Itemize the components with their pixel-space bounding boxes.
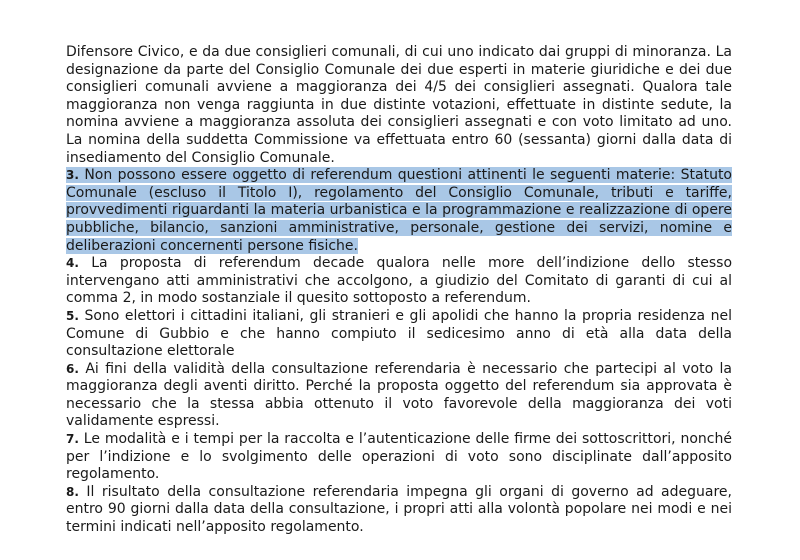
paragraph-text: Il risultato della consultazione referendaria impegna gli organi di governo ad adeguare, entro 90 giorni dalla data della consultazione, i propri atti alla volontà popolare nei modi e nei termini indicati nell’apposito regolamento. (66, 483, 732, 536)
paragraph-text: Ai fini della validità della consultazione referendaria è necessario che partecipi al voto la maggioranza degli aventi diritto. Perché la proposta oggetto del referendum sia approvata è necessario che la stessa abbia ottenuto il voto favorevole della maggioranza dei voti validamente espressi. (66, 360, 733, 430)
paragraph-text-selected[interactable]: Non possono essere oggetto di referendum questioni attinenti le seguenti materie: Statuto Comunale (escluso il Titolo I), regolamento del Consiglio Comunale, tributi e tariffe, provvedimenti riguardanti la materia urbanistica e la programmazione e realizzazione di opere pubbliche, bilancio, sanzioni amministrative, personale, gestione dei servizi, nomine e deliberazioni concernenti persone fisiche. (66, 167, 732, 254)
paragraph-text: Difensore Civico, e da due consiglieri comunali, di cui uno indicato dai gruppi di minoranza. La designazione da parte del Consiglio Comunale dei due esperti in materie giuridiche e dei due consiglieri comunali avviene a maggioranza dei 4/5 dei consiglieri assegnati. Qualora tale maggioranza non venga raggiunta in due distinte votazioni, effettuate in distinte sedute, la nomina avviene a maggioranza assoluta dei consiglieri assegnati e con voto limitato ad uno. La nomina della suddetta Commissione va effettuata entro 60 (sessanta) giorni dalla data di insediamento del Consiglio Comunale. (66, 44, 732, 166)
paragraph-6 (66, 361, 732, 431)
paragraph-number: 8. (66, 484, 79, 499)
paragraph-8 (66, 484, 732, 537)
paragraph-5 (66, 308, 732, 361)
paragraph-intro (66, 44, 732, 167)
paragraph-text: La proposta di referendum decade qualora nelle more dell’indizione dello stesso intervengano atti amministrativi che accolgono, a giudizio del Comitato di garanti di cui al comma 2, in modo sostanziale il quesito sottoposto a referendum. (66, 255, 733, 307)
paragraph-number: 3. (66, 168, 79, 183)
paragraph-4 (66, 255, 732, 308)
paragraph-text: Sono elettori i cittadini italiani, gli stranieri e gli apolidi che hanno la propria residenza nel Comune di Gubbio e che hanno compiuto il sedicesimo anno di età alla data della consultazione elettorale (66, 307, 732, 360)
paragraph-number: 4. (66, 256, 79, 271)
paragraph-number: 6. (66, 361, 79, 376)
paragraph-3 (66, 167, 732, 255)
paragraph-number: 5. (66, 308, 79, 323)
document-page (66, 44, 732, 537)
paragraph-7 (66, 431, 732, 484)
paragraph-text: Le modalità e i tempi per la raccolta e l’autenticazione delle firme dei sottoscrittori, nonché per l’indizione e lo svolgimento delle operazioni di voto sono disciplinate dall’apposito regolamento. (66, 431, 732, 483)
paragraph-number: 7. (66, 432, 79, 447)
